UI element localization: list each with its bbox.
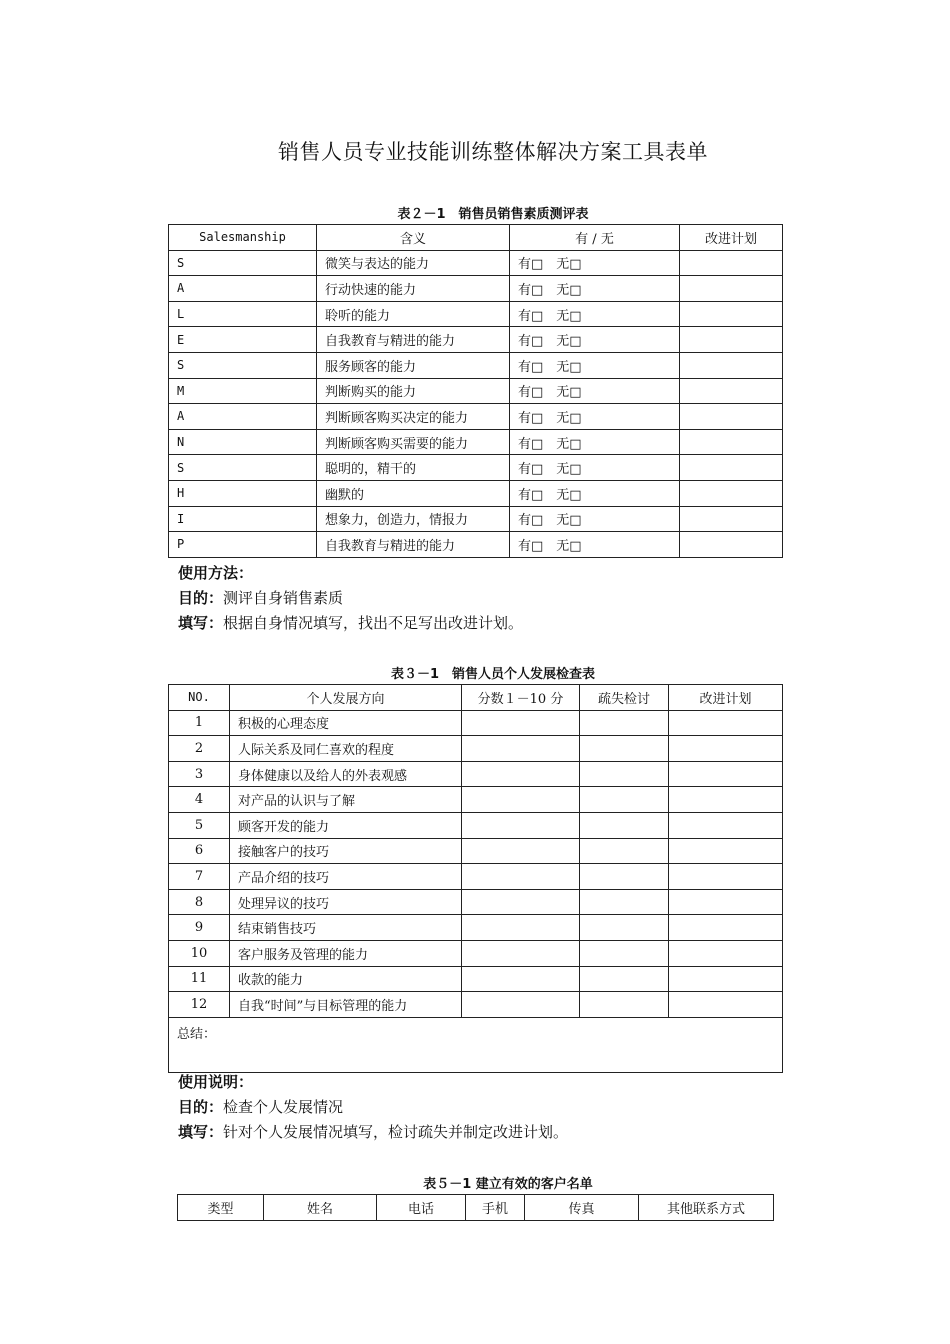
plan-cell[interactable] — [669, 812, 783, 838]
meaning-cell: 想象力，创造力，情报力 — [317, 506, 510, 532]
purpose-label: 目的： — [178, 1098, 224, 1116]
plan-cell[interactable] — [680, 506, 783, 532]
header-type: 类型 — [178, 1195, 264, 1221]
table-row — [169, 429, 783, 455]
letter-cell: S — [169, 455, 317, 481]
no-cell: 1 — [169, 710, 230, 736]
table-row — [169, 378, 783, 404]
plan-cell[interactable] — [680, 327, 783, 353]
table-row — [169, 992, 783, 1018]
score-cell[interactable] — [462, 736, 580, 762]
plan-cell[interactable] — [669, 864, 783, 890]
plan-cell[interactable] — [680, 301, 783, 327]
purpose-text: 检查个人发展情况 — [223, 1098, 344, 1116]
checkbox-cell[interactable]: 有□ 无□ — [510, 532, 680, 558]
no-cell: 6 — [169, 838, 230, 864]
table-row — [169, 838, 783, 864]
direction-cell: 身体健康以及给人的外表观感 — [230, 761, 462, 787]
direction-cell: 收款的能力 — [230, 966, 462, 992]
direction-cell: 对产品的认识与了解 — [230, 787, 462, 813]
table-row — [169, 276, 783, 302]
score-cell[interactable] — [462, 838, 580, 864]
meaning-cell: 判断购买的能力 — [317, 378, 510, 404]
fill-label: 填写： — [178, 614, 224, 632]
table-row — [169, 327, 783, 353]
direction-cell: 顾客开发的能力 — [230, 812, 462, 838]
no-cell: 5 — [169, 812, 230, 838]
score-cell[interactable] — [462, 812, 580, 838]
plan-cell[interactable] — [680, 480, 783, 506]
plan-cell[interactable] — [669, 992, 783, 1018]
checkbox-cell[interactable]: 有□ 无□ — [510, 378, 680, 404]
plan-cell[interactable] — [669, 915, 783, 941]
review-cell[interactable] — [580, 889, 669, 915]
score-cell[interactable] — [462, 992, 580, 1018]
header-phone: 电话 — [377, 1195, 466, 1221]
header-mobile: 手机 — [466, 1195, 525, 1221]
no-cell: 8 — [169, 889, 230, 915]
direction-cell: 客户服务及管理的能力 — [230, 940, 462, 966]
table3-header-row — [178, 1195, 774, 1221]
plan-cell[interactable] — [669, 761, 783, 787]
table-row — [169, 532, 783, 558]
personal-development-table — [168, 684, 783, 1073]
score-cell[interactable] — [462, 787, 580, 813]
review-cell[interactable] — [580, 710, 669, 736]
letter-cell: L — [169, 301, 317, 327]
score-cell[interactable] — [462, 761, 580, 787]
meaning-cell: 判断顾客购买需要的能力 — [317, 429, 510, 455]
review-cell[interactable] — [580, 787, 669, 813]
no-cell: 10 — [169, 940, 230, 966]
header-no: NO. — [169, 685, 230, 711]
header-improve-plan: 改进计划 — [680, 225, 783, 251]
letter-cell: M — [169, 378, 317, 404]
direction-cell: 接触客户的技巧 — [230, 838, 462, 864]
meaning-cell: 服务顾客的能力 — [317, 352, 510, 378]
checkbox-cell[interactable]: 有□ 无□ — [510, 301, 680, 327]
table3-caption: 表５－1 建立有效的客户名单 — [423, 1177, 593, 1192]
plan-cell[interactable] — [680, 455, 783, 481]
purpose-text: 测评自身销售素质 — [223, 589, 344, 607]
score-cell[interactable] — [462, 889, 580, 915]
table-row — [169, 736, 783, 762]
table-row — [169, 787, 783, 813]
table-row — [169, 352, 783, 378]
plan-cell[interactable] — [680, 352, 783, 378]
review-cell[interactable] — [580, 838, 669, 864]
no-cell: 9 — [169, 915, 230, 941]
checkbox-cell[interactable]: 有□ 无□ — [510, 429, 680, 455]
table-row — [169, 301, 783, 327]
meaning-cell: 自我教育与精进的能力 — [317, 532, 510, 558]
score-cell[interactable] — [462, 710, 580, 736]
score-cell[interactable] — [462, 864, 580, 890]
review-cell[interactable] — [580, 812, 669, 838]
review-cell[interactable] — [580, 915, 669, 941]
plan-cell[interactable] — [669, 838, 783, 864]
meaning-cell: 行动快速的能力 — [317, 276, 510, 302]
no-cell: 11 — [169, 966, 230, 992]
header-meaning: 含义 — [317, 225, 510, 251]
plan-cell[interactable] — [669, 736, 783, 762]
checkbox-cell[interactable]: 有□ 无□ — [510, 404, 680, 430]
meaning-cell: 自我教育与精进的能力 — [317, 327, 510, 353]
usage-heading: 使用说明： — [178, 1073, 254, 1091]
table-row — [169, 480, 783, 506]
score-cell[interactable] — [462, 940, 580, 966]
direction-cell: 处理异议的技巧 — [230, 889, 462, 915]
plan-cell[interactable] — [680, 250, 783, 276]
table-row — [169, 966, 783, 992]
summary-cell[interactable] — [169, 1017, 783, 1072]
summary-label: 总结： — [177, 1026, 217, 1042]
plan-cell[interactable] — [680, 276, 783, 302]
letter-cell: H — [169, 480, 317, 506]
review-cell[interactable] — [580, 736, 669, 762]
header-improve-plan: 改进计划 — [669, 685, 783, 711]
letter-cell: A — [169, 404, 317, 430]
letter-cell: P — [169, 532, 317, 558]
table-row — [169, 455, 783, 481]
meaning-cell: 微笑与表达的能力 — [317, 250, 510, 276]
plan-cell[interactable] — [669, 966, 783, 992]
meaning-cell: 判断顾客购买决定的能力 — [317, 404, 510, 430]
usage-notes-1 — [178, 561, 523, 636]
review-cell[interactable] — [580, 864, 669, 890]
header-has: 有 / 无 — [510, 225, 680, 251]
header-review: 疏失检讨 — [580, 685, 669, 711]
table-row — [169, 250, 783, 276]
no-cell: 4 — [169, 787, 230, 813]
direction-cell: 产品介绍的技巧 — [230, 864, 462, 890]
score-cell[interactable] — [462, 966, 580, 992]
no-cell: 12 — [169, 992, 230, 1018]
checkbox-cell[interactable]: 有□ 无□ — [510, 327, 680, 353]
customer-list-table — [177, 1194, 774, 1221]
direction-cell: 积极的心理态度 — [230, 710, 462, 736]
table1-header-row — [169, 225, 783, 251]
header-salesmanship: Salesmanship — [169, 225, 317, 251]
letter-cell: S — [169, 250, 317, 276]
fill-label: 填写： — [178, 1123, 224, 1141]
table-row — [169, 940, 783, 966]
no-cell: 7 — [169, 864, 230, 890]
fill-text: 根据自身情况填写，找出不足写出改进计划。 — [223, 614, 524, 632]
table-row — [169, 761, 783, 787]
plan-cell[interactable] — [680, 378, 783, 404]
letter-cell: I — [169, 506, 317, 532]
letter-cell: N — [169, 429, 317, 455]
table-row — [169, 812, 783, 838]
fill-text: 针对个人发展情况填写，检讨疏失并制定改进计划。 — [223, 1123, 569, 1141]
plan-cell[interactable] — [669, 940, 783, 966]
table-row — [169, 864, 783, 890]
checkbox-cell[interactable]: 有□ 无□ — [510, 352, 680, 378]
summary-row — [169, 1017, 783, 1072]
plan-cell[interactable] — [669, 787, 783, 813]
letter-cell: S — [169, 352, 317, 378]
table1-caption: 表２－1 销售员销售素质测评表 — [397, 207, 589, 222]
meaning-cell: 聪明的，精干的 — [317, 455, 510, 481]
review-cell[interactable] — [580, 940, 669, 966]
review-cell[interactable] — [580, 761, 669, 787]
no-cell: 2 — [169, 736, 230, 762]
table-row — [169, 889, 783, 915]
table2-header-row — [169, 685, 783, 711]
review-cell[interactable] — [580, 966, 669, 992]
plan-cell[interactable] — [669, 710, 783, 736]
usage-notes-2 — [178, 1070, 568, 1145]
header-other-contact: 其他联系方式 — [639, 1195, 774, 1221]
table2-caption: 表３－1 销售人员个人发展检查表 — [390, 667, 596, 682]
direction-cell: 人际关系及同仁喜欢的程度 — [230, 736, 462, 762]
direction-cell: 结束销售技巧 — [230, 915, 462, 941]
checkbox-cell[interactable]: 有□ 无□ — [510, 480, 680, 506]
table-row — [169, 404, 783, 430]
usage-heading: 使用方法： — [178, 564, 254, 582]
letter-cell: A — [169, 276, 317, 302]
meaning-cell: 聆听的能力 — [317, 301, 510, 327]
plan-cell[interactable] — [680, 429, 783, 455]
checkbox-cell[interactable]: 有□ 无□ — [510, 276, 680, 302]
review-cell[interactable] — [580, 992, 669, 1018]
document-title: 销售人员专业技能训练整体解决方案工具表单 — [278, 140, 708, 164]
purpose-label: 目的： — [178, 589, 224, 607]
no-cell: 3 — [169, 761, 230, 787]
table-row — [169, 915, 783, 941]
letter-cell: E — [169, 327, 317, 353]
header-direction: 个人发展方向 — [230, 685, 462, 711]
direction-cell: 自我“时间”与目标管理的能力 — [230, 992, 462, 1018]
plan-cell[interactable] — [669, 889, 783, 915]
table-row — [169, 710, 783, 736]
checkbox-cell[interactable]: 有□ 无□ — [510, 506, 680, 532]
checkbox-cell[interactable]: 有□ 无□ — [510, 250, 680, 276]
meaning-cell: 幽默的 — [317, 480, 510, 506]
table-row — [169, 506, 783, 532]
header-score: 分数１－10 分 — [462, 685, 580, 711]
header-name: 姓名 — [264, 1195, 377, 1221]
header-fax: 传真 — [525, 1195, 639, 1221]
plan-cell[interactable] — [680, 532, 783, 558]
salesmanship-table — [168, 224, 783, 558]
score-cell[interactable] — [462, 915, 580, 941]
plan-cell[interactable] — [680, 404, 783, 430]
checkbox-cell[interactable]: 有□ 无□ — [510, 455, 680, 481]
